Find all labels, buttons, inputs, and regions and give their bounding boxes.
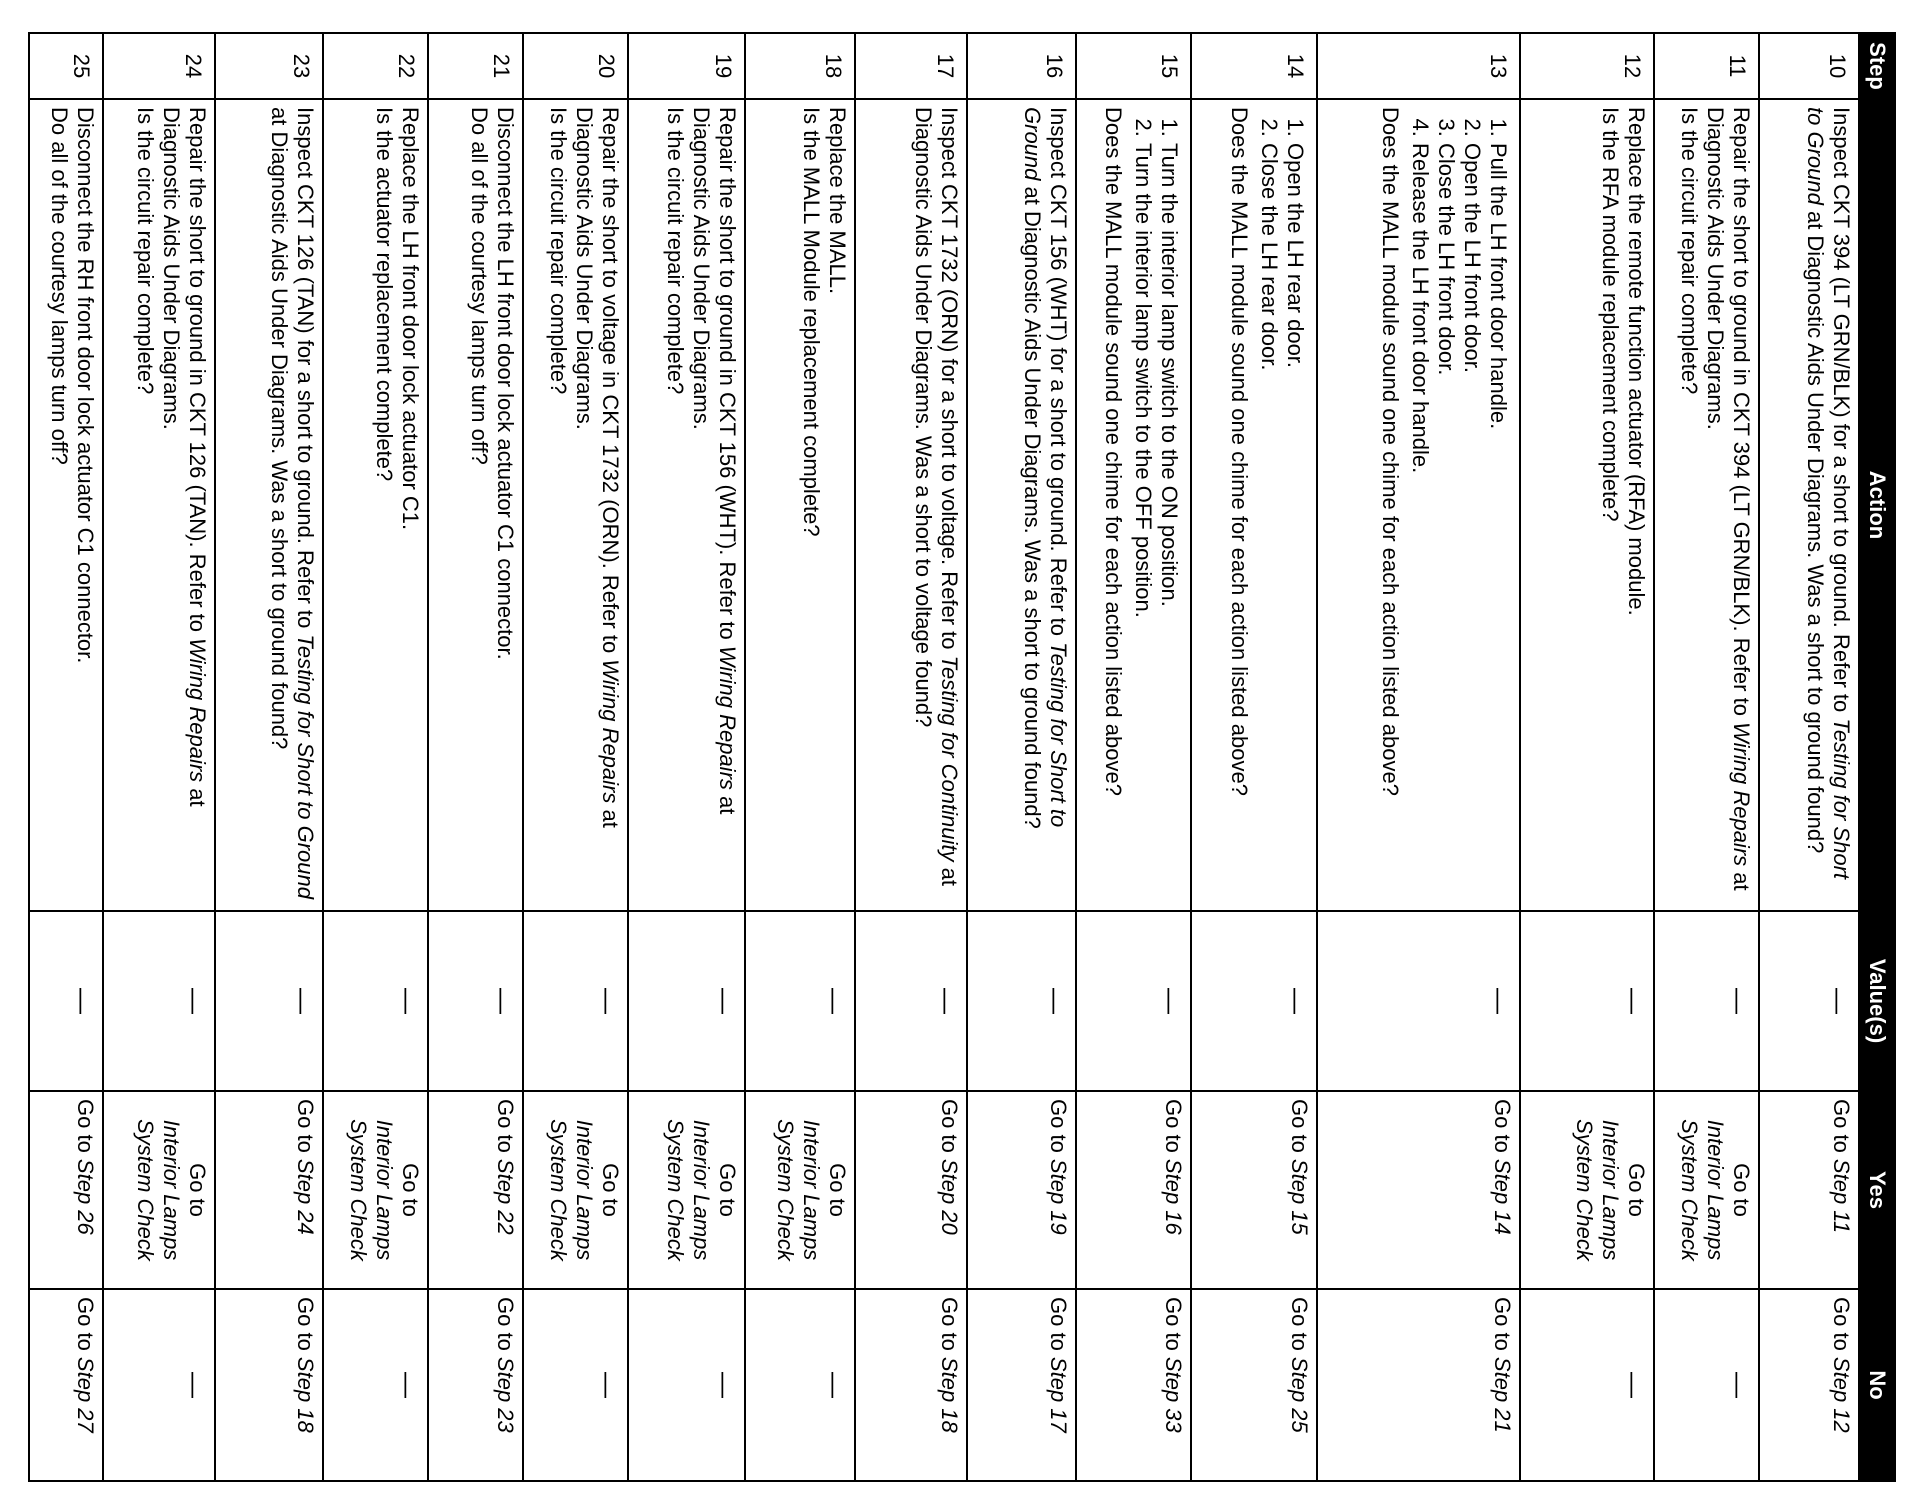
step-cell: 21 (428, 33, 523, 99)
reference-title: Testing for Continuity (936, 655, 962, 862)
no-goto-link: Step 12 (1829, 1356, 1854, 1433)
action-text: at Diagnostic Aids Under Diagrams. Was a short to voltage found? (910, 107, 962, 886)
action-instruction (492, 107, 518, 903)
yes-cell (855, 1091, 967, 1289)
action-cell (29, 99, 103, 911)
no-cell: — (1520, 1289, 1654, 1481)
yes-cell (323, 1091, 428, 1289)
yes-cell (428, 1091, 523, 1289)
step-cell: 15 (1076, 33, 1191, 99)
yes-cell (628, 1091, 745, 1289)
step-cell: 12 (1520, 33, 1654, 99)
no-cell (1191, 1289, 1317, 1481)
yes-cell (523, 1091, 628, 1289)
no-cell (1076, 1289, 1191, 1481)
action-step-item: 3. Close the LH front door. (1433, 143, 1459, 903)
action-text: at Diagnostic Aids Under Diagrams. Was a short to ground found? (1803, 204, 1828, 854)
table-row (628, 33, 745, 1481)
no-goto-link: Step 23 (492, 1356, 518, 1433)
no-goto-link: Step 25 (1287, 1356, 1313, 1433)
yes-cell (215, 1091, 322, 1289)
no-goto-text: Go to (1046, 1297, 1072, 1357)
action-question: Do all of the courtesy lamps turn off? (466, 107, 492, 465)
action-text: Repair the short to voltage in CKT 1732 (ORN). Refer to (597, 107, 623, 660)
no-cell: — (1654, 1289, 1759, 1481)
action-instruction (910, 107, 962, 903)
table-body (29, 33, 1859, 1481)
yes-goto-text: Go to (1728, 1163, 1754, 1217)
header-yes: Yes (1859, 1091, 1895, 1289)
yes-goto-link: Step 22 (492, 1158, 518, 1235)
yes-cell (1759, 1091, 1859, 1289)
yes-cell (29, 1091, 103, 1289)
value-cell: — (1654, 911, 1759, 1091)
value-cell: — (628, 911, 745, 1091)
yes-goto-text: Go to (397, 1163, 423, 1217)
no-cell: — (628, 1289, 745, 1481)
yes-goto-link: Interior Lamps System Check (1676, 1119, 1728, 1261)
value-cell: — (428, 911, 523, 1091)
yes-goto-text: Go to (597, 1163, 623, 1217)
action-steps-list (1256, 107, 1308, 903)
action-instruction (688, 107, 740, 903)
action-text: Inspect CKT 394 (LT GRN/BLK) for a short to ground. Refer to (1829, 107, 1854, 719)
table-row (323, 33, 428, 1481)
action-text: Replace the LH front door lock actuator C1. (397, 107, 423, 531)
no-goto-link: Step 27 (73, 1356, 99, 1433)
table-row (1520, 33, 1654, 1481)
action-instruction (571, 107, 623, 903)
action-instruction (158, 107, 210, 903)
reference-title: Wiring Repairs (714, 645, 740, 790)
no-cell: — (323, 1289, 428, 1481)
action-instruction (1802, 107, 1854, 903)
action-text: at Diagnostic Aids Under Diagrams. (1702, 107, 1754, 891)
action-step-item: 1. Turn the interior lamp switch to the ON position. (1156, 143, 1182, 903)
value-cell: — (29, 911, 103, 1091)
yes-cell (103, 1091, 215, 1289)
reference-title: Testing for Short to Ground (1020, 107, 1072, 828)
action-question: Is the actuator replacement complete? (371, 107, 397, 482)
step-cell: 22 (323, 33, 428, 99)
yes-cell (1317, 1091, 1520, 1289)
no-cell: — (523, 1289, 628, 1481)
action-question: Is the RFA module replacement complete? (1597, 107, 1623, 522)
step-cell: 24 (103, 33, 215, 99)
action-text: Inspect CKT 156 (WHT) for a short to ground. Refer to (1046, 107, 1072, 643)
action-question: Do all of the courtesy lamps turn off? (47, 107, 73, 465)
yes-goto-link: Step 24 (292, 1158, 318, 1235)
action-text: Repair the short to ground in CKT 126 (TAN). Refer to (185, 107, 211, 639)
step-cell: 23 (215, 33, 322, 99)
action-cell (1654, 99, 1759, 911)
no-goto-text: Go to (1287, 1297, 1313, 1357)
action-cell (855, 99, 967, 911)
action-text: Inspect CKT 1732 (ORN) for a short to voltage. Refer to (936, 107, 962, 656)
action-cell (1076, 99, 1191, 911)
no-goto-text: Go to (1490, 1297, 1516, 1357)
action-step-item: 2. Close the LH rear door. (1256, 143, 1282, 903)
action-text: Disconnect the RH front door lock actuator C1 connector. (73, 107, 99, 664)
yes-goto-text: Go to (1623, 1163, 1649, 1217)
action-cell (428, 99, 523, 911)
table-header-row (1859, 33, 1895, 1481)
yes-goto-link: Interior Lamps System Check (345, 1119, 397, 1261)
action-question: Is the circuit repair complete? (133, 107, 159, 395)
yes-cell (1191, 1091, 1317, 1289)
yes-goto-text: Go to (714, 1163, 740, 1217)
no-goto-link: Step 18 (292, 1356, 318, 1433)
yes-goto-text: Go to (1829, 1099, 1854, 1159)
action-question: Does the MALL module sound one chime for each action listed above? (1378, 107, 1404, 796)
value-cell: — (103, 911, 215, 1091)
table-row (745, 33, 855, 1481)
step-cell: 16 (967, 33, 1077, 99)
step-cell: 25 (29, 33, 103, 99)
action-instruction (1623, 107, 1649, 903)
table-row (1654, 33, 1759, 1481)
action-instruction (397, 107, 423, 903)
action-step-item: 2. Turn the interior lamp switch to the OFF position. (1130, 143, 1156, 903)
no-goto-text: Go to (1829, 1297, 1854, 1357)
action-step-item: 4. Release the LH front door handle. (1407, 143, 1433, 903)
no-cell (967, 1289, 1077, 1481)
action-text: at Diagnostic Aids Under Diagrams. (571, 107, 623, 828)
yes-goto-link: Step 14 (1490, 1158, 1516, 1235)
action-instruction (824, 107, 850, 903)
reference-title: Testing for Short to Ground (1803, 107, 1854, 880)
yes-goto-text: Go to (1287, 1099, 1313, 1159)
yes-goto-text: Go to (1490, 1099, 1516, 1159)
no-cell (428, 1289, 523, 1481)
value-cell: — (745, 911, 855, 1091)
action-text: at Diagnostic Aids Under Diagrams. (159, 107, 211, 807)
action-cell (103, 99, 215, 911)
reference-title: Testing for Short to Ground (292, 634, 318, 899)
no-goto-text: Go to (492, 1297, 518, 1357)
action-text: Disconnect the LH front door lock actuator C1 connector. (492, 107, 518, 660)
header-step: Step (1859, 33, 1895, 99)
table-row (855, 33, 967, 1481)
value-cell: — (1520, 911, 1654, 1091)
yes-cell (967, 1091, 1077, 1289)
action-step-item: 2. Open the LH front door. (1459, 143, 1485, 903)
action-step-item: 1. Open the LH rear door. (1282, 143, 1308, 903)
value-cell: — (1759, 911, 1859, 1091)
no-cell (1759, 1289, 1859, 1481)
action-text: Repair the short to ground in CKT 394 (LT GRN/BLK). Refer to (1728, 107, 1754, 723)
yes-cell (745, 1091, 855, 1289)
action-steps-list (1130, 107, 1182, 903)
action-question: Is the circuit repair complete? (662, 107, 688, 395)
action-cell (628, 99, 745, 911)
action-cell (967, 99, 1077, 911)
yes-goto-link: Step 19 (1046, 1158, 1072, 1235)
header-values: Value(s) (1859, 911, 1895, 1091)
value-cell: — (1076, 911, 1191, 1091)
yes-goto-link: Interior Lamps System Check (772, 1119, 824, 1261)
value-cell: — (323, 911, 428, 1091)
value-cell: — (215, 911, 322, 1091)
table-row (1191, 33, 1317, 1481)
yes-goto-link: Step 16 (1160, 1158, 1186, 1235)
action-question: Is the circuit repair complete? (545, 107, 571, 395)
action-text: Replace the remote function actuator (RFA) module. (1623, 107, 1649, 616)
table-row (428, 33, 523, 1481)
action-cell (1317, 99, 1520, 911)
action-instruction (266, 107, 318, 903)
action-text: at Diagnostic Aids Under Diagrams. Was a short to ground found? (266, 107, 292, 750)
yes-goto-link: Step 26 (73, 1158, 99, 1235)
yes-goto-link: Step 20 (936, 1158, 962, 1235)
diagnostic-table (28, 32, 1896, 1482)
no-goto-link: Step 17 (1046, 1356, 1072, 1433)
reference-title: Wiring Repairs (597, 659, 623, 804)
action-text: Inspect CKT 126 (TAN) for a short to ground. Refer to (292, 107, 318, 635)
table-row (215, 33, 322, 1481)
yes-goto-text: Go to (936, 1099, 962, 1159)
no-goto-link: Step 33 (1160, 1356, 1186, 1433)
action-text: Replace the MALL. (824, 107, 850, 295)
yes-goto-text: Go to (292, 1099, 318, 1159)
no-goto-text: Go to (1160, 1297, 1186, 1357)
reference-title: Wiring Repairs (1728, 722, 1754, 867)
yes-goto-link: Interior Lamps System Check (133, 1119, 185, 1261)
no-goto-text: Go to (292, 1297, 318, 1357)
header-action: Action (1859, 99, 1895, 911)
step-cell: 17 (855, 33, 967, 99)
action-cell (1520, 99, 1654, 911)
rotated-table-wrapper (28, 32, 1896, 1480)
no-goto-text: Go to (936, 1297, 962, 1357)
action-cell (745, 99, 855, 911)
value-cell: — (967, 911, 1077, 1091)
yes-goto-text: Go to (824, 1163, 850, 1217)
yes-goto-text: Go to (73, 1099, 99, 1159)
yes-goto-link: Interior Lamps System Check (1571, 1119, 1623, 1261)
yes-cell (1520, 1091, 1654, 1289)
no-goto-link: Step 18 (936, 1356, 962, 1433)
yes-goto-link: Step 11 (1829, 1158, 1854, 1234)
step-cell: 19 (628, 33, 745, 99)
action-cell (323, 99, 428, 911)
yes-goto-link: Interior Lamps System Check (545, 1119, 597, 1261)
yes-goto-link: Step 15 (1287, 1158, 1313, 1235)
table-row (29, 33, 103, 1481)
action-steps-list (1407, 107, 1511, 903)
action-question: Is the circuit repair complete? (1676, 107, 1702, 395)
table-row (1759, 33, 1859, 1481)
action-cell (215, 99, 322, 911)
no-goto-text: Go to (73, 1297, 99, 1357)
step-cell: 20 (523, 33, 628, 99)
no-cell: — (103, 1289, 215, 1481)
action-question: Does the MALL module sound one chime for each action listed above? (1100, 107, 1126, 796)
action-text: Repair the short to ground in CKT 156 (WHT). Refer to (714, 107, 740, 646)
no-cell: — (745, 1289, 855, 1481)
yes-goto-text: Go to (1046, 1099, 1072, 1159)
yes-goto-text: Go to (492, 1099, 518, 1159)
step-cell: 13 (1317, 33, 1520, 99)
table-row (1317, 33, 1520, 1481)
value-cell: — (523, 911, 628, 1091)
action-instruction (1702, 107, 1754, 903)
step-cell: 11 (1654, 33, 1759, 99)
yes-cell (1654, 1091, 1759, 1289)
no-cell (29, 1289, 103, 1481)
no-goto-link: Step 21 (1490, 1356, 1516, 1433)
table-row (1076, 33, 1191, 1481)
table-row (523, 33, 628, 1481)
action-question: Is the MALL Module replacement complete? (798, 107, 824, 537)
action-text: at Diagnostic Aids Under Diagrams. (688, 107, 740, 815)
yes-goto-link: Interior Lamps System Check (662, 1119, 714, 1261)
step-cell: 10 (1759, 33, 1859, 99)
yes-goto-text: Go to (1160, 1099, 1186, 1159)
value-cell: — (855, 911, 967, 1091)
action-text: at Diagnostic Aids Under Diagrams. Was a short to ground found? (1020, 180, 1046, 829)
action-cell (1191, 99, 1317, 911)
no-cell (855, 1289, 967, 1481)
action-instruction (72, 107, 98, 903)
yes-cell (1076, 1091, 1191, 1289)
action-step-item: 1. Pull the LH front door handle. (1485, 143, 1511, 903)
value-cell: — (1317, 911, 1520, 1091)
no-cell (215, 1289, 322, 1481)
action-question: Does the MALL module sound one chime for each action listed above? (1227, 107, 1253, 796)
header-no: No (1859, 1289, 1895, 1481)
table-row (103, 33, 215, 1481)
value-cell: — (1191, 911, 1317, 1091)
no-cell (1317, 1289, 1520, 1481)
table-row (967, 33, 1077, 1481)
action-cell (523, 99, 628, 911)
step-cell: 14 (1191, 33, 1317, 99)
reference-title: Wiring Repairs (185, 638, 211, 783)
step-cell: 18 (745, 33, 855, 99)
action-cell (1759, 99, 1859, 911)
action-instruction (1019, 107, 1071, 903)
yes-goto-text: Go to (185, 1163, 211, 1217)
